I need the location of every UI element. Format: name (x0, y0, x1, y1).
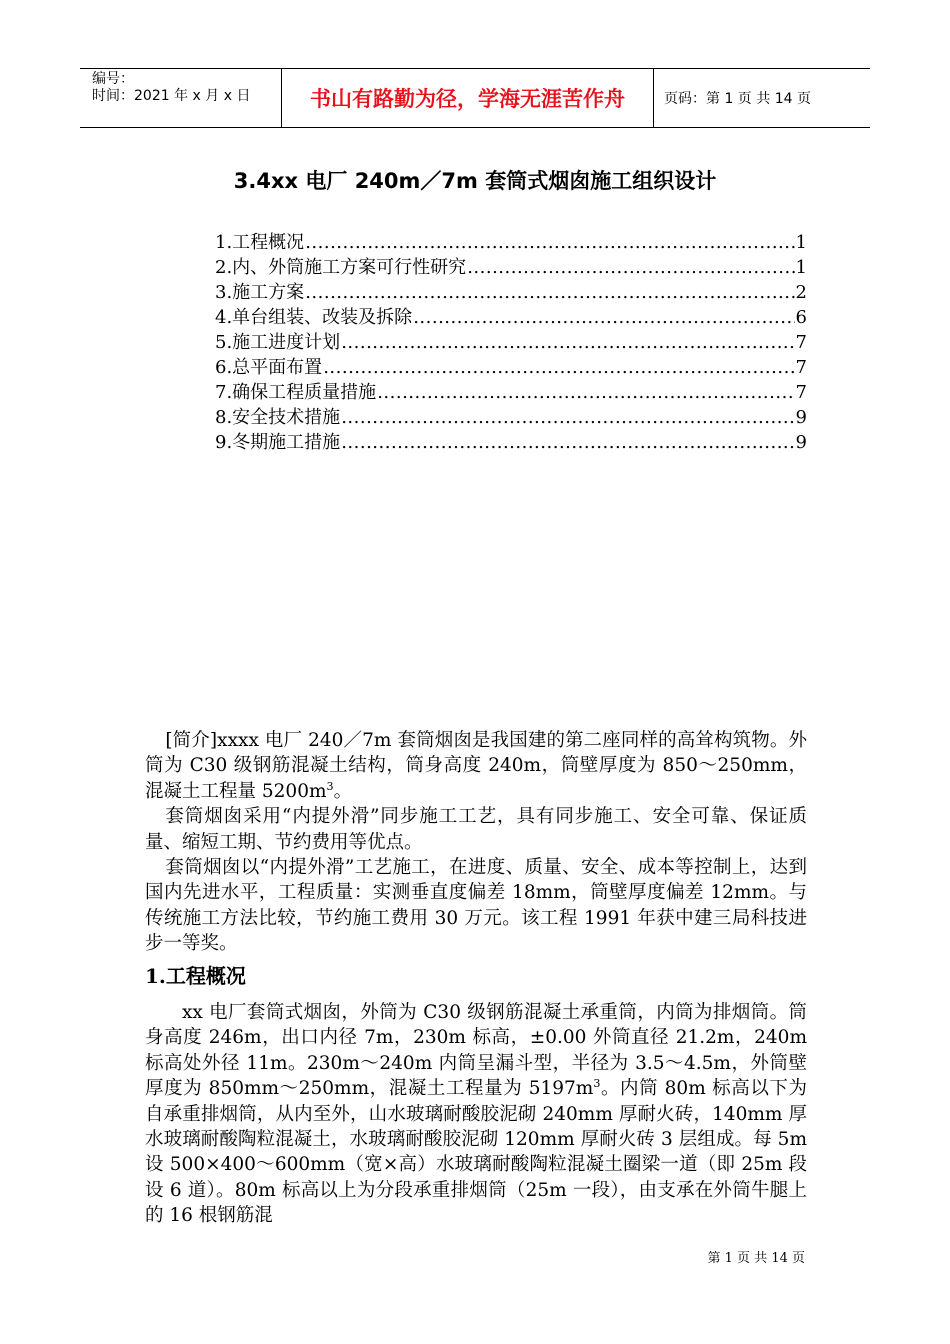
header-time-label: 时间：2021 年 x 月 x 日 (92, 88, 251, 104)
toc-entry-label: 2.内、外筒施工方案可行性研究 (215, 257, 467, 278)
toc-leader-dots (341, 330, 794, 355)
toc-entry[interactable] (215, 230, 807, 255)
toc-entry-label: 4.单台组装、改装及拆除 (215, 307, 413, 328)
intro-paragraph-2: 套筒烟囱采用“内提外滑”同步施工工艺，具有同步施工、安全可靠、保证质量、缩短工期、节约费用等优点。 (145, 806, 807, 853)
toc-entry-page: 6 (795, 307, 807, 328)
toc-entry-page: 7 (795, 357, 807, 378)
toc-entry[interactable] (215, 255, 807, 280)
toc-leader-dots (377, 380, 794, 405)
toc-entry-page: 1 (795, 257, 807, 278)
toc-entry-page: 1 (795, 232, 807, 253)
table-of-contents (215, 230, 807, 455)
toc-entry[interactable] (215, 405, 807, 430)
toc-leader-dots (341, 405, 794, 430)
toc-leader-dots (413, 305, 794, 330)
page-footer: 第 1 页 共 14 页 (707, 1251, 805, 1266)
section-1-paragraph: xx 电厂套筒式烟囱，外筒为 C30 级钢筋混凝土承重筒，内筒为排烟筒。筒身高度 246m，出口内径 7m，230m 标高，±0.00 外筒直径 21.2m，240m 标高处外径 11m。230m～240m 内筒呈漏斗型，半径为 3.5～4.5m，外筒壁厚度为 850mm～250mm，混凝土工程量为 $5197m^3$。内筒 80m 标高以下为自承重排烟筒，从内至外，山水玻璃耐酸胶泥砌 240mm 厚耐火砖，140mm 厚水玻璃耐酸陶粒混凝土，水玻璃耐酸胶泥砌 120mm 厚耐火砖 3 层组成。每 5m 设 500×400～600mm（宽×高）水玻璃耐酸陶粒混凝土圈梁一道（即 25m 段设 6 道）。80m 标高以上为分段承重排烟筒（25m 一段），由支承在外筒牛腿上的 16 根钢筋混 (145, 1002, 807, 1227)
intro-paragraph-3: 套筒烟囱以“内提外滑”工艺施工，在进度、质量、安全、成本等控制上，达到国内先进水平，工程质量：实测垂直度偏差 18mm，筒壁厚度偏差 12mm。与传统施工方法比较，节约施工费用 30 万元。该工程 1991 年获中建三局科技进步一等奖。 (145, 857, 807, 955)
toc-entry-label: 3.施工方案 (215, 282, 305, 303)
toc-entry-label: 7.确保工程质量措施 (215, 382, 377, 403)
document-title: 3.4xx 电厂 240m／7m 套筒式烟囱施工组织设计 (233, 169, 717, 193)
toc-leader-dots (341, 430, 794, 455)
toc-leader-dots (305, 280, 794, 305)
toc-entry-page: 9 (795, 407, 807, 428)
toc-entry-page: 9 (795, 432, 807, 453)
toc-entry-label: 1.工程概况 (215, 232, 305, 253)
toc-leader-dots (467, 255, 794, 280)
section-heading-1: 1.工程概况 (145, 964, 246, 988)
header-number-label: 编号： (92, 71, 134, 87)
toc-entry[interactable] (215, 305, 807, 330)
toc-entry-label: 6.总平面布置 (215, 357, 323, 378)
toc-entry[interactable] (215, 355, 807, 380)
toc-entry[interactable] (215, 280, 807, 305)
toc-entry-page: 7 (795, 382, 807, 403)
toc-entry-page: 2 (795, 282, 807, 303)
header-meta (80, 69, 282, 127)
section-1-body (145, 1000, 807, 1229)
intro-section (145, 728, 807, 957)
toc-entry-label: 8.安全技术措施 (215, 407, 341, 428)
toc-leader-dots (305, 230, 794, 255)
toc-leader-dots (323, 355, 794, 380)
toc-entry[interactable] (215, 430, 807, 455)
header-page-info: 页码：第 1 页 共 14 页 (664, 91, 811, 107)
toc-entry-label: 5.施工进度计划 (215, 332, 341, 353)
toc-entry-page: 7 (795, 332, 807, 353)
intro-paragraph-1: [简介]xxxx 电厂 240／7m 套筒烟囱是我国建的第二座同样的高耸构筑物。外筒为 C30 级钢筋混凝土结构，筒身高度 240m，筒壁厚度为 850～250mm，混凝土工程量 $5200m^3$。 (145, 730, 807, 802)
header-motto: 书山有路勤为径，学海无涯苦作舟 (282, 69, 654, 127)
page-header (80, 68, 870, 128)
toc-entry[interactable] (215, 330, 807, 355)
toc-entry[interactable] (215, 380, 807, 405)
toc-entry-label: 9.冬期施工措施 (215, 432, 341, 453)
